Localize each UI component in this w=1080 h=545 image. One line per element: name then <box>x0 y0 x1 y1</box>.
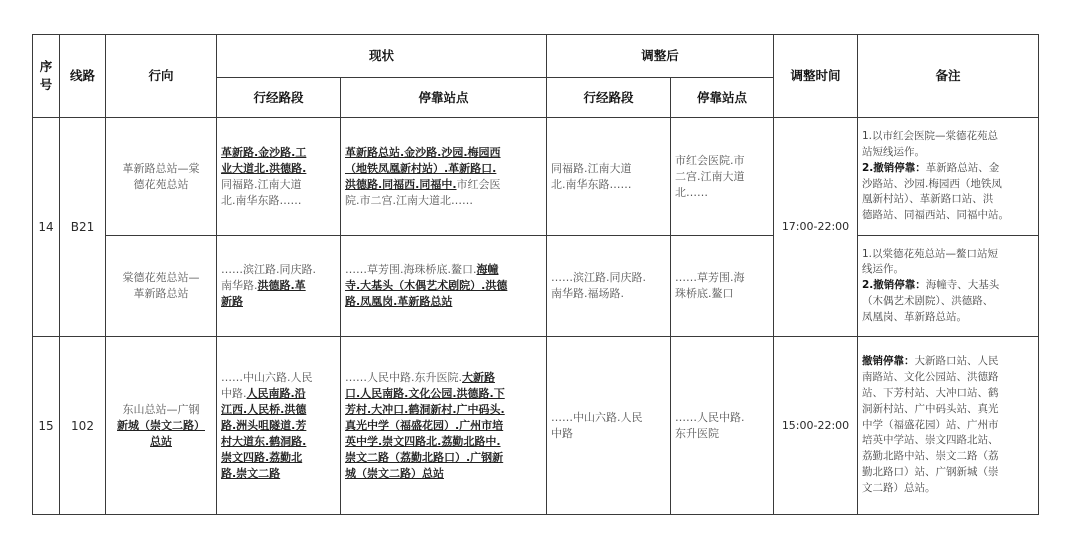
adjusted-route-cell <box>547 236 671 337</box>
direction-line: 革新路总站—棠 <box>122 161 200 175</box>
current-stops-cell <box>341 337 547 515</box>
remark-line <box>862 433 1034 449</box>
row-line: 102 <box>60 337 106 515</box>
remark-line <box>862 449 1034 465</box>
remark-line <box>862 192 1034 208</box>
cell-line <box>345 278 542 294</box>
cell-line <box>345 262 542 278</box>
header-adjusted: 调整后 <box>547 35 774 78</box>
cell-line <box>221 370 336 386</box>
header-direction: 行向 <box>106 35 217 118</box>
remark-text: （木偶艺术剧院）、洪德路、 <box>862 294 994 307</box>
cell-line <box>345 466 542 482</box>
cell-line <box>345 434 542 450</box>
cell-line <box>345 386 542 402</box>
underlined-segment: 芳村.大冲口.鹤洞新村.广中码头. <box>345 402 505 416</box>
header-current: 现状 <box>217 35 547 78</box>
cell-line <box>221 161 336 177</box>
adjusted-stops-line: 珠桥底.鳌口 <box>675 287 734 300</box>
direction-line: 新城（崇文二路） <box>117 418 205 432</box>
cell-line <box>221 177 336 193</box>
remark-text: 站短线运作。 <box>862 145 925 158</box>
header-current-stops: 停靠站点 <box>341 78 547 118</box>
adjusted-stops-line: 东升医院 <box>675 426 719 440</box>
underlined-segment: 新路 <box>221 295 243 308</box>
remark-line <box>862 370 1034 386</box>
remark-text: 荔勤北路中站、崇文二路（荔 <box>862 450 999 463</box>
remark-line <box>862 386 1034 402</box>
remark-line <box>862 294 1034 310</box>
cell-line <box>345 294 542 310</box>
plain-segment: 市红会医 <box>456 177 501 191</box>
adjusted-stops-line: 市红会医院.市 <box>675 153 745 167</box>
remark-text: 凤凰岗、革新路总站。 <box>862 310 967 323</box>
remark-line <box>862 129 1034 145</box>
header-remarks: 备注 <box>858 35 1039 118</box>
remarks-cell <box>858 118 1039 236</box>
remark-line <box>862 177 1034 193</box>
adjusted-stops-cell <box>671 337 774 515</box>
header-line: 线路 <box>60 35 106 118</box>
remark-line <box>862 481 1034 497</box>
adjusted-stops-line: 北…… <box>675 185 708 199</box>
remark-line <box>862 418 1034 434</box>
underlined-segment: 江西.人民桥.洪德 <box>221 402 307 416</box>
adjusted-route-line: ……滨江路.同庆路. <box>551 271 646 284</box>
remark-bold-text: 2.撤销停靠： <box>862 279 926 292</box>
remark-text: 培英中学站、崇文四路北站、 <box>862 434 999 447</box>
bus-adjustment-table <box>32 34 1039 515</box>
remark-text: 中学（福盛花园）站、广州市 <box>862 418 999 431</box>
remark-line <box>862 161 1034 177</box>
current-route-cell <box>217 118 341 236</box>
row-line: B21 <box>60 118 106 337</box>
adjusted-route-line: 南华路.福场路. <box>551 287 624 300</box>
underlined-segment: 海幢 <box>476 263 499 276</box>
cell-line <box>221 450 336 466</box>
adjust-time: 17:00-22:00 <box>774 118 858 337</box>
underlined-segment: 村大道东.鹤洞路. <box>221 434 307 448</box>
header-no-line2: 号 <box>39 77 53 92</box>
direction-cell <box>106 236 217 337</box>
underlined-segment: 革新路.金沙路.工 <box>221 145 307 159</box>
cell-line <box>221 386 336 402</box>
adjusted-route-line: 北.南华东路…… <box>551 177 632 191</box>
cell-line <box>221 262 336 278</box>
underlined-segment: 崇文四路.荔勤北 <box>221 450 303 464</box>
table-row <box>33 337 1039 515</box>
underlined-segment: 英中学.崇文四路北.荔勤北路中. <box>345 434 501 448</box>
remark-line <box>862 247 1034 263</box>
underlined-segment: 口.人民南路.文化公园.洪德路.下 <box>345 386 505 400</box>
remark-line <box>862 208 1034 224</box>
header-time: 调整时间 <box>774 35 858 118</box>
direction-cell <box>106 337 217 515</box>
remark-line <box>862 262 1034 278</box>
plain-segment: 同福路.江南大道 <box>221 177 302 191</box>
current-route-cell <box>217 236 341 337</box>
underlined-segment: （地铁凤凰新村站）.革新路口. <box>345 161 497 175</box>
remark-line <box>862 354 1034 370</box>
plain-segment: ……人民中路.东升医院. <box>345 370 462 384</box>
direction-line: 革新路总站 <box>133 287 189 300</box>
remark-text: 1.以棠德花苑总站—鳌口站短 <box>862 247 999 260</box>
cell-line <box>221 278 336 294</box>
adjusted-stops-line: 二宫.江南大道 <box>675 169 745 183</box>
remark-text: 大新路口站、人民 <box>914 355 999 368</box>
cell-line <box>221 434 336 450</box>
header-no <box>33 35 60 118</box>
remark-line <box>862 278 1034 294</box>
cell-line <box>345 370 542 386</box>
underlined-segment: 路.崇文二路 <box>221 466 281 480</box>
underlined-segment: 大新路 <box>462 370 495 384</box>
direction-line: 总站 <box>150 434 172 448</box>
remark-line <box>862 465 1034 481</box>
cell-line <box>345 145 542 161</box>
current-stops-cell <box>341 118 547 236</box>
cell-line <box>345 418 542 434</box>
header-adjusted-route: 行经路段 <box>547 78 671 118</box>
current-route-cell <box>217 337 341 515</box>
cell-line <box>345 402 542 418</box>
header-adjusted-stops: 停靠站点 <box>671 78 774 118</box>
cell-line <box>221 418 336 434</box>
cell-line <box>221 402 336 418</box>
underlined-segment: 人民南路.沿 <box>246 386 306 400</box>
direction-line: 棠德花苑总站— <box>122 271 200 284</box>
remark-text: 站、下芳村站、大冲口站、鹤 <box>862 387 999 399</box>
direction-line: 东山总站—广钢 <box>122 402 200 416</box>
remark-text: 南路站、文化公园站、洪德路 <box>862 371 999 384</box>
cell-line <box>345 161 542 177</box>
remark-line <box>862 145 1034 161</box>
remarks-cell <box>858 337 1039 515</box>
adjusted-stops-line: ……人民中路. <box>675 410 745 424</box>
plain-segment: ……草芳围.海珠桥底.鳌口. <box>345 263 477 276</box>
remark-text: 1.以市红会医院—棠德花苑总 <box>862 130 999 143</box>
plain-segment: 南华路. <box>221 279 258 292</box>
cell-line <box>221 294 336 310</box>
underlined-segment: 寺.大基头（木偶艺术剧院）.洪德 <box>345 279 508 292</box>
header-current-route: 行经路段 <box>217 78 341 118</box>
remark-text: 勤北路口）站、广钢新城（崇 <box>862 465 999 478</box>
adjusted-route-line: 同福路.江南大道 <box>551 161 632 175</box>
underlined-segment: 路.凤凰岗.革新路总站 <box>345 295 453 308</box>
adjusted-stops-line: ……草芳围.海 <box>675 271 745 284</box>
row-no: 14 <box>33 118 60 337</box>
remark-bold-text: 撤销停靠： <box>862 355 915 368</box>
cell-line <box>221 466 336 482</box>
underlined-segment: 洪德路.革 <box>257 279 306 292</box>
remark-text: 德路站、同福西站、同福中站。 <box>862 209 1009 222</box>
cell-line <box>345 193 542 209</box>
underlined-segment: 洪德路.同福西.同福中. <box>345 177 457 191</box>
remark-line <box>862 310 1034 326</box>
adjusted-stops-cell <box>671 118 774 236</box>
current-stops-cell <box>341 236 547 337</box>
plain-segment: ……中山六路.人民 <box>221 370 313 384</box>
underlined-segment: 路.洲头咀隧道.芳 <box>221 418 307 432</box>
cell-line <box>345 177 542 193</box>
plain-segment: 北.南华东路…… <box>221 193 302 207</box>
table-row <box>33 236 1039 337</box>
table-row <box>33 118 1039 236</box>
underlined-segment: 真光中学（福盛花园）.广州市培 <box>345 418 504 432</box>
underlined-segment: 城（崇文二路）总站 <box>345 466 444 480</box>
adjusted-route-line: ……中山六路.人民 <box>551 410 643 424</box>
remark-text: 文二路）总站。 <box>862 481 936 494</box>
remark-line <box>862 402 1034 418</box>
plain-segment: 院.市二宫.江南大道北…… <box>345 193 473 207</box>
row-no: 15 <box>33 337 60 515</box>
header-no-line1: 序 <box>39 59 53 74</box>
remark-text: 革新路总站、金 <box>925 161 1000 174</box>
adjusted-route-cell <box>547 337 671 515</box>
direction-line: 德花苑总站 <box>133 177 189 191</box>
plain-segment: ……滨江路.同庆路. <box>221 263 316 276</box>
plain-segment: 中路. <box>221 386 247 400</box>
remarks-cell <box>858 236 1039 337</box>
underlined-segment: 崇文二路（荔勤北路口）.广钢新 <box>345 450 504 464</box>
cell-line <box>221 145 336 161</box>
underlined-segment: 业大道北.洪德路. <box>221 161 307 175</box>
adjusted-route-cell <box>547 118 671 236</box>
adjusted-stops-cell <box>671 236 774 337</box>
remark-text: 线运作。 <box>862 263 904 276</box>
remark-bold-text: 2.撤销停靠： <box>862 161 926 174</box>
remark-text: 海幢寺、大基头 <box>925 279 1000 292</box>
cell-line <box>221 193 336 209</box>
remark-text: 洞新村站、广中码头站、真光 <box>862 402 999 415</box>
adjusted-route-line: 中路 <box>551 426 573 440</box>
remark-text: 沙路站、沙园.梅园西（地铁凤 <box>862 177 1002 190</box>
cell-line <box>345 450 542 466</box>
direction-cell <box>106 118 217 236</box>
adjust-time: 15:00-22:00 <box>774 337 858 515</box>
remark-text: 凰新村站）、革新路口站、洪 <box>862 193 994 206</box>
underlined-segment: 革新路总站.金沙路.沙园.梅园西 <box>345 145 501 159</box>
